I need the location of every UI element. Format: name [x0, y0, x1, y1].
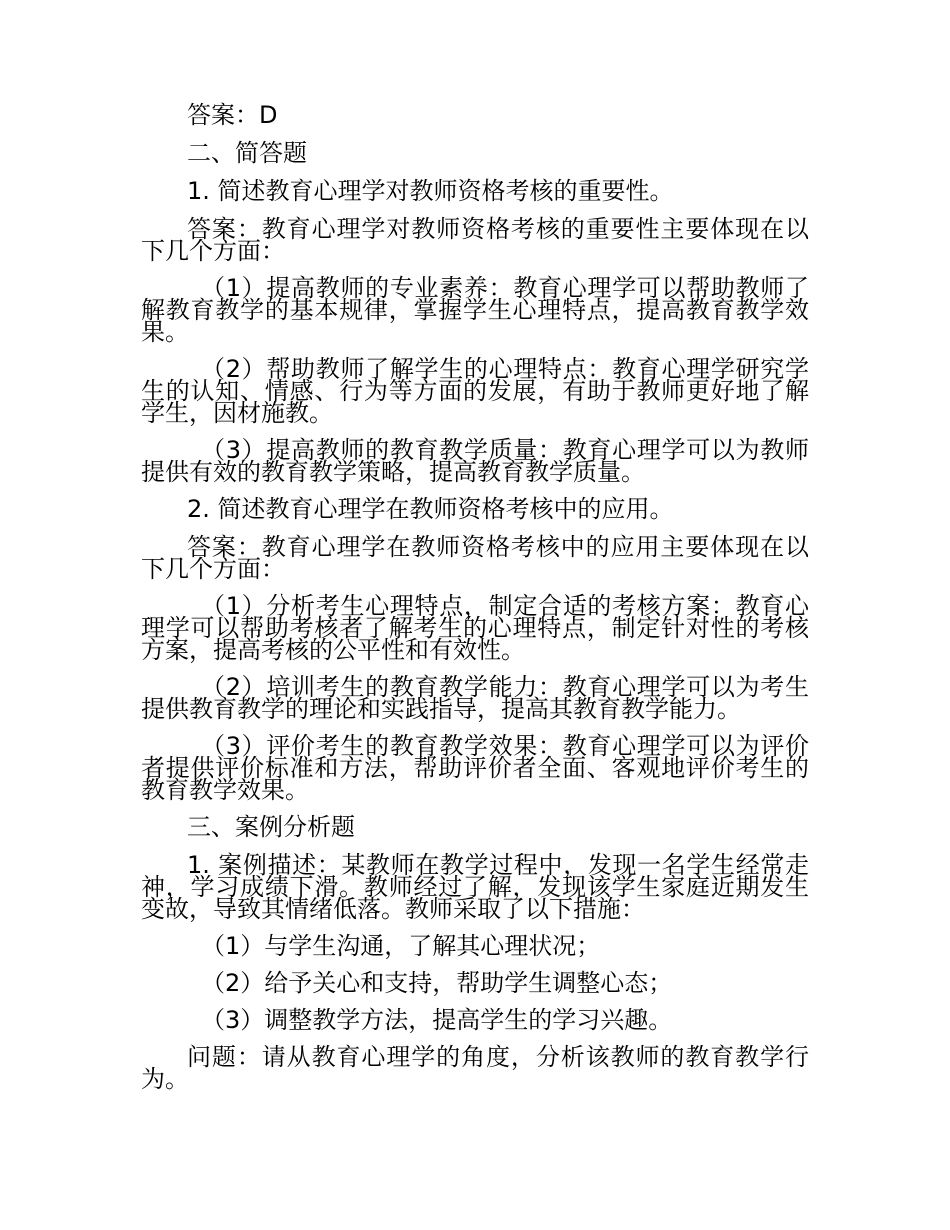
case-description: 1. 案例描述：某教师在教学过程中，发现一名学生经常走神，学习成绩下滑。教师经过了解，发现该学生家庭近期发生变故，导致其情绪低落。教师采取了以下措施： — [141, 851, 809, 923]
question-2: 2. 简述教育心理学在教师资格考核中的应用。 — [187, 495, 674, 523]
question-2-point-2: （2）培训考生的教育教学能力：教育心理学可以为考生提供教育教学的理论和实践指导，提高其教育教学能力。 — [141, 673, 809, 723]
case-question: 问题：请从教育心理学的角度，分析该教师的教育教学行为。 — [141, 1043, 809, 1093]
section-title-short-answer: 二、简答题 — [187, 139, 307, 167]
case-measure-2: （2）给予关心和支持，帮助学生调整心态； — [201, 969, 673, 997]
case-measure-3: （3）调整教学方法，提高学生的学习兴趣。 — [201, 1006, 673, 1034]
question-2-answer: 答案：教育心理学在教师资格考核中的应用主要体现在以下几个方面： — [141, 533, 809, 583]
question-2-point-3: （3）评价考生的教育教学效果：教育心理学可以为评价者提供评价标准和方法，帮助评价者全面、客观地评价考生的教育教学效果。 — [141, 732, 809, 804]
question-1-answer: 答案：教育心理学对教师资格考核的重要性主要体现在以下几个方面： — [141, 215, 809, 265]
answer-line: 答案：D — [187, 101, 278, 129]
question-1-point-2: （2）帮助教师了解学生的心理特点：教育心理学研究学生的认知、情感、行为等方面的发展，有助于教师更好地了解学生，因材施教。 — [141, 355, 809, 427]
question-2-point-1: （1）分析考生心理特点，制定合适的考核方案：教育心理学可以帮助考核者了解考生的心理特点，制定针对性的考核方案，提高考核的公平性和有效性。 — [141, 592, 809, 664]
document-body — [141, 101, 809, 1105]
question-1: 1. 简述教育心理学对教师资格考核的重要性。 — [187, 177, 674, 205]
question-1-point-1: （1）提高教师的专业素养：教育心理学可以帮助教师了解教育教学的基本规律，掌握学生心理特点，提高教育教学效果。 — [141, 274, 809, 346]
question-1-point-3: （3）提高教师的教育教学质量：教育心理学可以为教师提供有效的教育教学策略，提高教育教学质量。 — [141, 436, 809, 486]
section-title-case-analysis: 三、案例分析题 — [187, 813, 355, 841]
case-measure-1: （1）与学生沟通，了解其心理状况； — [201, 932, 601, 960]
